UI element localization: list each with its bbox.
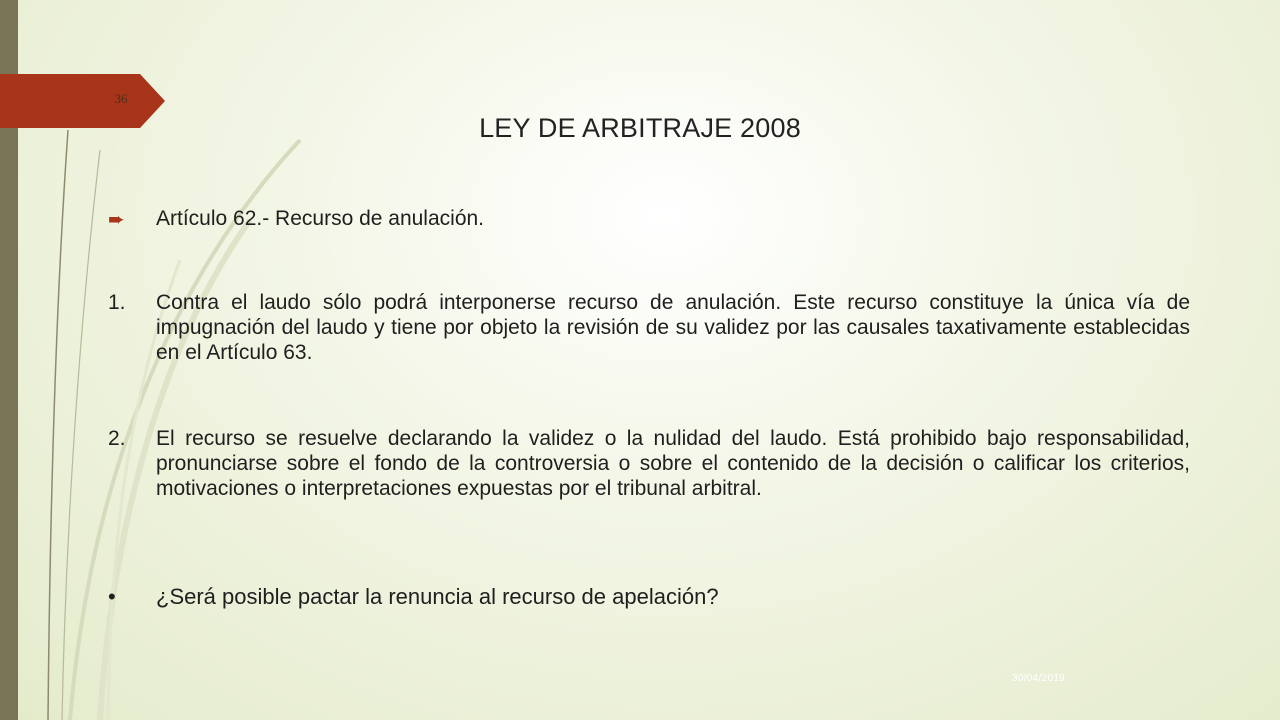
item-text: El recurso se resuelve declarando la validez o la nulidad del laudo. Está prohibido bajo responsabilidad, pronunciarse sobre el fondo de la controversia o sobre el contenido de la decisión o calificar los criterios, motivaciones o interpretaciones expuestas por el tribunal arbitral. bbox=[156, 427, 1190, 500]
item-number: 1. bbox=[108, 291, 126, 314]
slide-title: LEY DE ARBITRAJE 2008 bbox=[479, 113, 801, 143]
item-text: Contra el laudo sólo podrá interponerse recurso de anulación. Este recurso constituye la única vía de impugnación del laudo y tiene por objeto la revisión de su validez por las causales taxativamente establecidas en el Artículo 63. bbox=[156, 291, 1190, 364]
dot-bullet-icon: • bbox=[108, 584, 116, 609]
article-heading: Artículo 62.- Recurso de anulación. bbox=[156, 207, 485, 230]
footer-date: 30/04/2019 bbox=[1012, 673, 1066, 684]
slide-number-tab bbox=[0, 74, 165, 128]
arrow-bullet-icon: ➨ bbox=[108, 207, 125, 231]
item-number: 2. bbox=[108, 427, 126, 450]
slide-number: 36 bbox=[114, 91, 128, 106]
question-text: ¿Será posible pactar la renuncia al recurso de apelación? bbox=[156, 584, 719, 609]
